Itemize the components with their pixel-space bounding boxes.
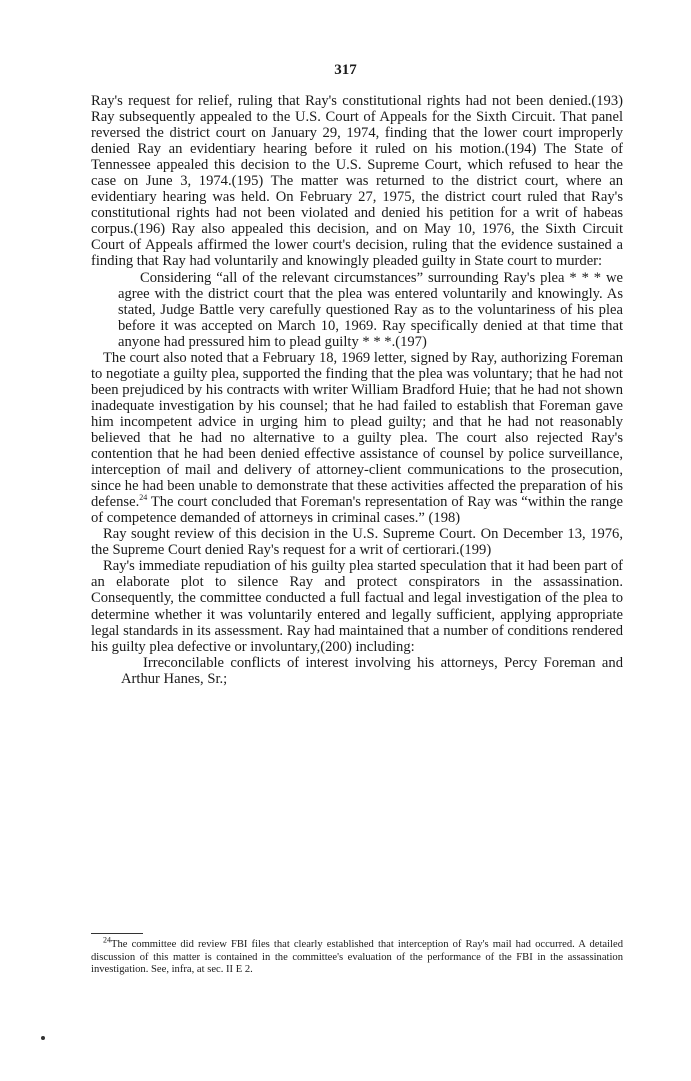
paragraph-court-findings bbox=[91, 350, 623, 527]
footnote-divider bbox=[91, 933, 143, 934]
paragraph-plea-investigation: Ray's immediate repudiation of his guilty plea started speculation that it had been part of an elaborate plot to silence Ray and protect conspirators in the assassination. Consequently, the committee conducted a full factual and legal investigation of the plea to determine whether it was voluntarily entered and legally sufficient, applying appropriate legal standards in its assessment. Ray had maintained that a number of conditions rendered his guilty plea defective or involuntary,(200) including: bbox=[91, 558, 623, 655]
paragraph-habeas-history: Ray's request for relief, ruling that Ray's constitutional rights had not been denied.(193) Ray subsequently appealed to the U.S. Court of Appeals for the Sixth Circuit. That panel reversed the district court on January 29, 1974, finding that the lower court improperly denied Ray an evidentiary hearing before it ruled on his motion.(194) The State of Tennessee appealed this decision to the U.S. Supreme Court, which refused to hear the case on June 3, 1974.(195) The matter was returned to the district court, where an evidentiary hearing was held. On February 27, 1975, the district court ruled that Ray's constitutional rights had not been violated and denied his petition for a writ of habeas corpus.(196) Ray also appealed this decision, and on May 10, 1976, the Sixth Circuit Court of Appeals affirmed the lower court's decision, ruling that the evidence sustained a finding that Ray had voluntarily and knowingly pleaded guilty in State court to murder: bbox=[91, 93, 623, 270]
scan-speck bbox=[41, 1036, 45, 1040]
footnote-reference-24[interactable]: 24 bbox=[139, 493, 148, 503]
footnote-text: The committee did review FBI files that clearly established that interception of Ray's mail had occurred. A detailed discussion of this matter is contained in the committee's evaluation of the performance of the FBI in the assassination investigation. See, infra, at sec. II E 2. bbox=[91, 939, 623, 975]
list-item-conflicts-of-interest: Irreconcilable conflicts of interest involving his attorneys, Percy Foreman and Arthur Hanes, Sr.; bbox=[121, 654, 623, 687]
block-quote-sixth-circuit: Considering “all of the relevant circumstances” surrounding Ray's plea * * * we agree with the district court that the plea was entered voluntarily and knowingly. As stated, Judge Battle very carefully questioned Ray as to the voluntariness of his plea before it was accepted on March 10, 1969. Ray specifically denied at that time that anyone had pressured him to plead guilty * * *.(197) bbox=[118, 269, 623, 350]
paragraph-court-findings-part1: The court also noted that a February 18, 1969 letter, signed by Ray, authorizing Foreman to negotiate a guilty plea, supported the finding that the plea was voluntary; that he had not been prejudiced by his contracts with writer William Bradford Huie; that he had not shown inadequate investigation by his counsel; that he had failed to establish that Foreman gave him incompetent advice in urging him to plead guilty; and that he had not reasonably believed that he had no alternative to a guilty plea. The court also rejected Ray's contention that he had been denied effective assistance of counsel by police surveillance, interception of mail and delivery of attorney-client communications to the prosecution, since he had been unable to demonstrate that these activities affected the preparation of his defense. bbox=[91, 349, 623, 511]
paragraph-supreme-court-review: Ray sought review of this decision in the U.S. Supreme Court. On December 13, 1976, the Supreme Court denied Ray's request for a writ of certiorari.(199) bbox=[91, 526, 623, 559]
footnote-number: 24 bbox=[103, 935, 111, 945]
footnote-24 bbox=[91, 935, 623, 977]
page-number: 317 bbox=[334, 62, 357, 78]
paragraph-court-findings-part2: The court concluded that Foreman's representation of Ray was “within the range of competence demanded of attorneys in criminal cases.” (198) bbox=[91, 494, 623, 527]
body-text bbox=[91, 93, 623, 687]
